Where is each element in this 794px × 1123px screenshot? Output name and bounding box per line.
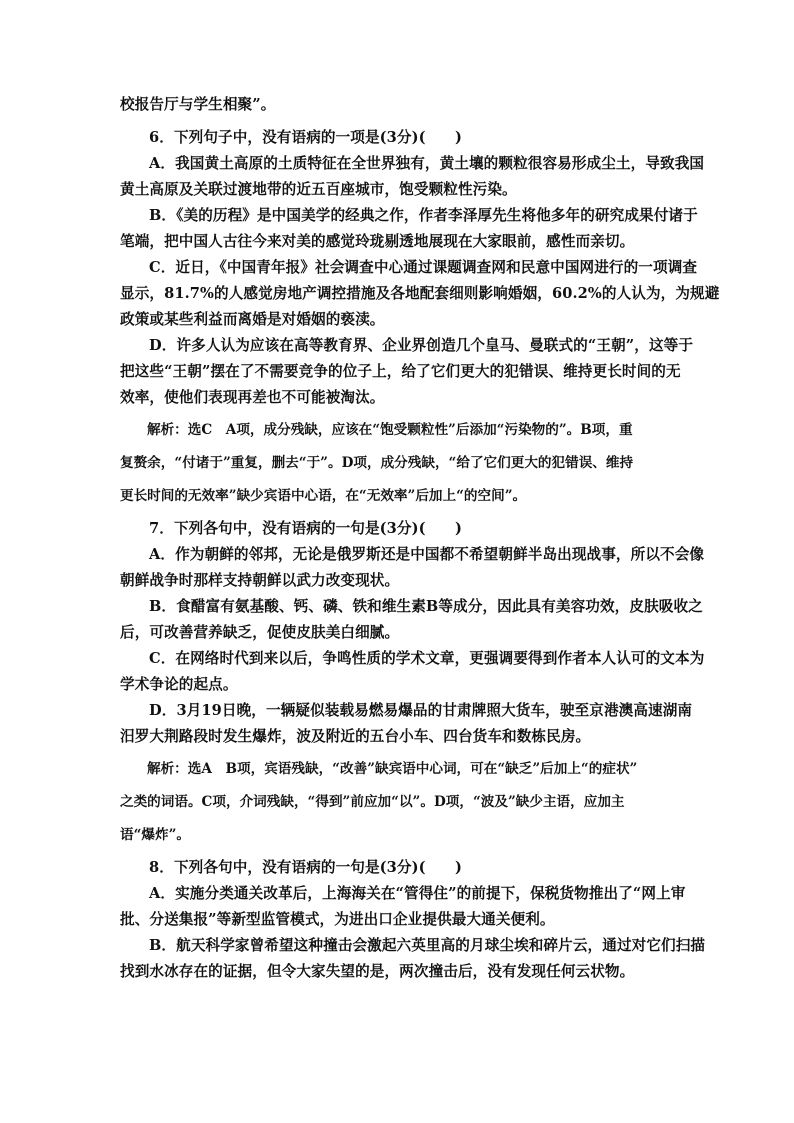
question-8-option-a: A．实施分类通关改革后，上海海关在“管得住”的前提下，保税货物推出了“网上审 bbox=[149, 885, 686, 902]
text-line: 校报告厅与学生相聚”。 bbox=[120, 96, 276, 113]
question-7-analysis-cont: 之类的词语。C项，介词残缺，“得到”前应加“以”。D项，“波及”缺少主语，应加主 bbox=[120, 794, 625, 810]
question-6-option-d: D．许多人认为应该在高等教育界、企业界创造几个皇马、曼联式的“王朝”，这等于 bbox=[149, 337, 694, 354]
question-8-option-b-cont: 找到水冰存在的证据，但令大家失望的是，两次撞击后，没有发现任何云状物。 bbox=[120, 963, 635, 980]
question-6-option-c: C．近日，《中国青年报》社会调查中心通过课题调查网和民意中国网进行的一项调查 bbox=[149, 259, 698, 276]
question-6-option-c-cont: 显示，81.7%的人感觉房地产调控措施及各地配套细则影响婚姻，60.2%的人认为，为规避 bbox=[120, 285, 720, 302]
question-6-analysis: 解析：选C A项，成分残缺，应该在“饱受颗粒性”后添加“污染物的”。B项，重 bbox=[147, 422, 633, 438]
question-8-option-b: B．航天科学家曾希望这种撞击会激起六英里高的月球尘埃和碎片云，通过对它们扫描 bbox=[149, 937, 706, 954]
question-6-option-b-cont: 笔端，把中国人古往今来对美的感觉玲珑剔透地展现在大家眼前，感性而亲切。 bbox=[120, 233, 635, 250]
question-7-option-b: B．食醋富有氨基酸、钙、磷、铁和维生素B等成分，因此具有美容功效，皮肤吸收之 bbox=[149, 598, 703, 615]
question-7-option-b-cont: 后，可改善营养缺乏，促使皮肤美白细腻。 bbox=[120, 624, 400, 641]
question-7-stem: 7．下列各句中，没有语病的一句是(3分)( ) bbox=[149, 520, 463, 537]
question-6-option-a: A．我国黄土高原的土质特征在全世界独有，黄土壤的颗粒很容易形成尘土，导致我国 bbox=[149, 155, 705, 172]
question-6-option-c-cont: 政策或某些利益而离婚是对婚姻的亵渎。 bbox=[120, 311, 385, 328]
question-7-option-a: A．作为朝鲜的邻邦，无论是俄罗斯还是中国都不希望朝鲜半岛出现战事，所以不会像 bbox=[149, 546, 705, 563]
question-6-option-a-cont: 黄土高原及关联过渡地带的近五百座城市，饱受颗粒性污染。 bbox=[120, 181, 517, 198]
question-6-analysis-cont: 更长时间的无效率”缺少宾语中心语，在“无效率”后加上“的空间”。 bbox=[120, 488, 527, 504]
question-8-stem: 8．下列各句中，没有语病的一句是(3分)( ) bbox=[149, 859, 463, 876]
question-7-option-c: C．在网络时代到来以后，争鸣性质的学术文章，更强调要得到作者本人认可的文本为 bbox=[149, 650, 705, 667]
question-8-option-a-cont: 批、分送集报”等新型监管模式，为进出口企业提供最大通关便利。 bbox=[120, 911, 555, 928]
document-page bbox=[120, 92, 720, 985]
question-7-option-d-cont: 汨罗大荆路段时发生爆炸，波及附近的五台小车、四台货车和数栋民房。 bbox=[120, 728, 591, 745]
question-6-option-b: B．《美的历程》是中国美学的经典之作，作者李泽厚先生将他多年的研究成果付诸于 bbox=[149, 207, 698, 224]
question-6-analysis-cont: 复赘余，“付诸于”重复，删去“于”。D项，成分残缺，“给了它们更大的犯错误、维持 bbox=[120, 455, 634, 471]
question-6-option-d-cont: 效率，使他们表现再差也不可能被淘汰。 bbox=[120, 389, 385, 406]
question-6-stem: 6．下列句子中，没有语病的一项是(3分)( ) bbox=[149, 129, 463, 146]
question-7-option-c-cont: 学术争论的起点。 bbox=[120, 676, 238, 693]
question-7-option-a-cont: 朝鲜战争时那样支持朝鲜以武力改变现状。 bbox=[120, 572, 400, 589]
question-7-analysis-cont: 语“爆炸”。 bbox=[120, 827, 191, 843]
question-6-option-d-cont: 把这些“王朝”摆在了不需要竞争的位子上，给了它们更大的犯错误、维持更长时间的无 bbox=[120, 363, 681, 380]
question-7-analysis: 解析：选A B项，宾语残缺，“改善”缺宾语中心词，可在“缺乏”后加上“的症状” bbox=[147, 761, 638, 777]
question-7-option-d: D．3月19日晚，一辆疑似装载易燃易爆品的甘肃牌照大货车，驶至京港澳高速湖南 bbox=[149, 702, 693, 719]
